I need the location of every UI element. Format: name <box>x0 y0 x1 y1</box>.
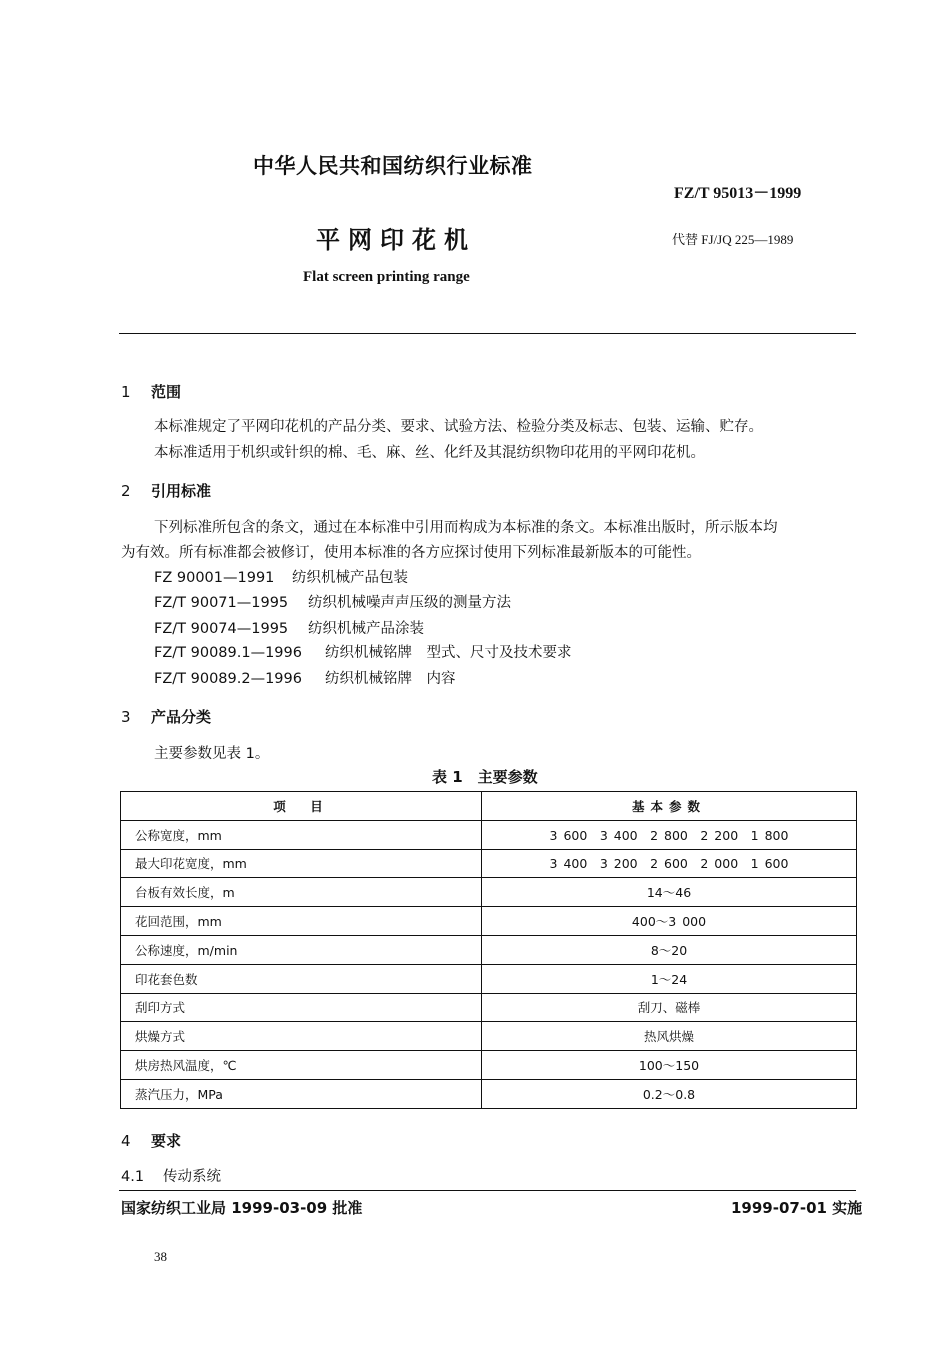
document-title: 平网印花机 <box>316 226 476 254</box>
row-value: 3 400 3 200 2 600 2 000 1 600 <box>482 849 857 878</box>
row-item: 蒸汽压力，MPa <box>121 1079 482 1108</box>
section-2-paragraph-line-1: 下列标准所包含的条文，通过在本标准中引用而构成为本标准的条文。本标准出版时，所示版本均 <box>154 520 778 536</box>
table-header-row <box>121 792 857 821</box>
section-number: 1 <box>121 383 131 401</box>
table-row <box>121 849 857 878</box>
section-number: 2 <box>121 482 131 500</box>
reference-code: FZ 90001—1991 <box>154 570 275 586</box>
standard-code: FZ/T 95013－1999 <box>674 185 802 202</box>
row-value: 14～46 <box>482 878 857 907</box>
row-value: 热风烘燥 <box>482 1022 857 1051</box>
reference-name: 纺织机械产品涂装 <box>308 621 424 637</box>
reference-item <box>154 667 456 688</box>
section-number: 4 <box>121 1132 131 1150</box>
table-row <box>121 907 857 936</box>
section-3-paragraph: 主要参数见表 1。 <box>154 746 270 762</box>
section-1-heading <box>121 381 181 402</box>
row-item: 烘房热风温度，℃ <box>121 1051 482 1080</box>
row-item: 公称宽度，mm <box>121 820 482 849</box>
table-row <box>121 935 857 964</box>
footer-divider <box>119 1190 856 1191</box>
approval-note: 国家纺织工业局 1999-03-09 批准 <box>121 1199 363 1217</box>
column-header-value: 基本参数 <box>482 792 857 821</box>
subsection-title: 传动系统 <box>163 1169 221 1185</box>
section-4-heading <box>121 1130 181 1151</box>
reference-item <box>154 641 572 662</box>
row-value: 8～20 <box>482 935 857 964</box>
section-3-heading <box>121 706 211 727</box>
table-row <box>121 993 857 1022</box>
section-title: 引用标准 <box>151 482 212 500</box>
table-row <box>121 878 857 907</box>
effective-date: 1999-07-01 实施 <box>731 1199 863 1217</box>
row-item: 花回范围，mm <box>121 907 482 936</box>
reference-code: FZ/T 90071—1995 <box>154 595 289 611</box>
table-caption: 表 1 主要参数 <box>432 768 538 786</box>
reference-item <box>154 566 408 587</box>
subsection-number: 4.1 <box>121 1169 145 1185</box>
reference-name: 纺织机械铭牌 内容 <box>325 671 456 687</box>
section-2-heading <box>121 480 211 501</box>
reference-name: 纺织机械产品包装 <box>292 570 408 586</box>
issuing-organization: 中华人民共和国纺织行业标准 <box>253 154 533 178</box>
reference-item <box>154 591 511 612</box>
header-divider <box>119 333 856 334</box>
section-number: 3 <box>121 708 131 726</box>
row-item: 烘燥方式 <box>121 1022 482 1051</box>
reference-name: 纺织机械噪声声压级的测量方法 <box>308 595 511 611</box>
row-item: 刮印方式 <box>121 993 482 1022</box>
section-1-paragraph-2: 本标准适用于机织或针织的棉、毛、麻、丝、化纤及其混纺织物印花用的平网印花机。 <box>154 445 705 461</box>
row-value: 0.2～0.8 <box>482 1079 857 1108</box>
section-2-paragraph-line-2: 为有效。所有标准都会被修订，使用本标准的各方应探讨使用下列标准最新版本的可能性。 <box>121 545 701 561</box>
english-title: Flat screen printing range <box>303 269 470 285</box>
subsection-4-1-heading <box>121 1165 221 1186</box>
reference-code: FZ/T 90089.2—1996 <box>154 671 302 687</box>
parameters-table <box>120 791 857 1109</box>
table-row <box>121 1051 857 1080</box>
table-row <box>121 820 857 849</box>
row-item: 公称速度，m/min <box>121 935 482 964</box>
reference-code: FZ/T 90089.1—1996 <box>154 645 302 661</box>
table-row <box>121 1022 857 1051</box>
section-title: 范围 <box>151 383 182 401</box>
reference-name: 纺织机械铭牌 型式、尺寸及技术要求 <box>325 645 572 661</box>
replaces-note: 代替 FJ/JQ 225—1989 <box>672 232 794 247</box>
row-value: 400～3 000 <box>482 907 857 936</box>
row-item: 最大印花宽度，mm <box>121 849 482 878</box>
row-value: 100～150 <box>482 1051 857 1080</box>
reference-code: FZ/T 90074—1995 <box>154 621 289 637</box>
row-item: 台板有效长度，m <box>121 878 482 907</box>
table-row <box>121 1079 857 1108</box>
section-title: 要求 <box>151 1132 182 1150</box>
row-value: 刮刀、磁棒 <box>482 993 857 1022</box>
column-header-item: 项 目 <box>121 792 482 821</box>
reference-item <box>154 617 424 638</box>
table-row <box>121 964 857 993</box>
row-item: 印花套色数 <box>121 964 482 993</box>
row-value: 3 600 3 400 2 800 2 200 1 800 <box>482 820 857 849</box>
page-number: 38 <box>154 1249 167 1264</box>
section-title: 产品分类 <box>151 708 212 726</box>
section-1-paragraph-1: 本标准规定了平网印花机的产品分类、要求、试验方法、检验分类及标志、包装、运输、贮存。 <box>154 419 763 435</box>
row-value: 1～24 <box>482 964 857 993</box>
